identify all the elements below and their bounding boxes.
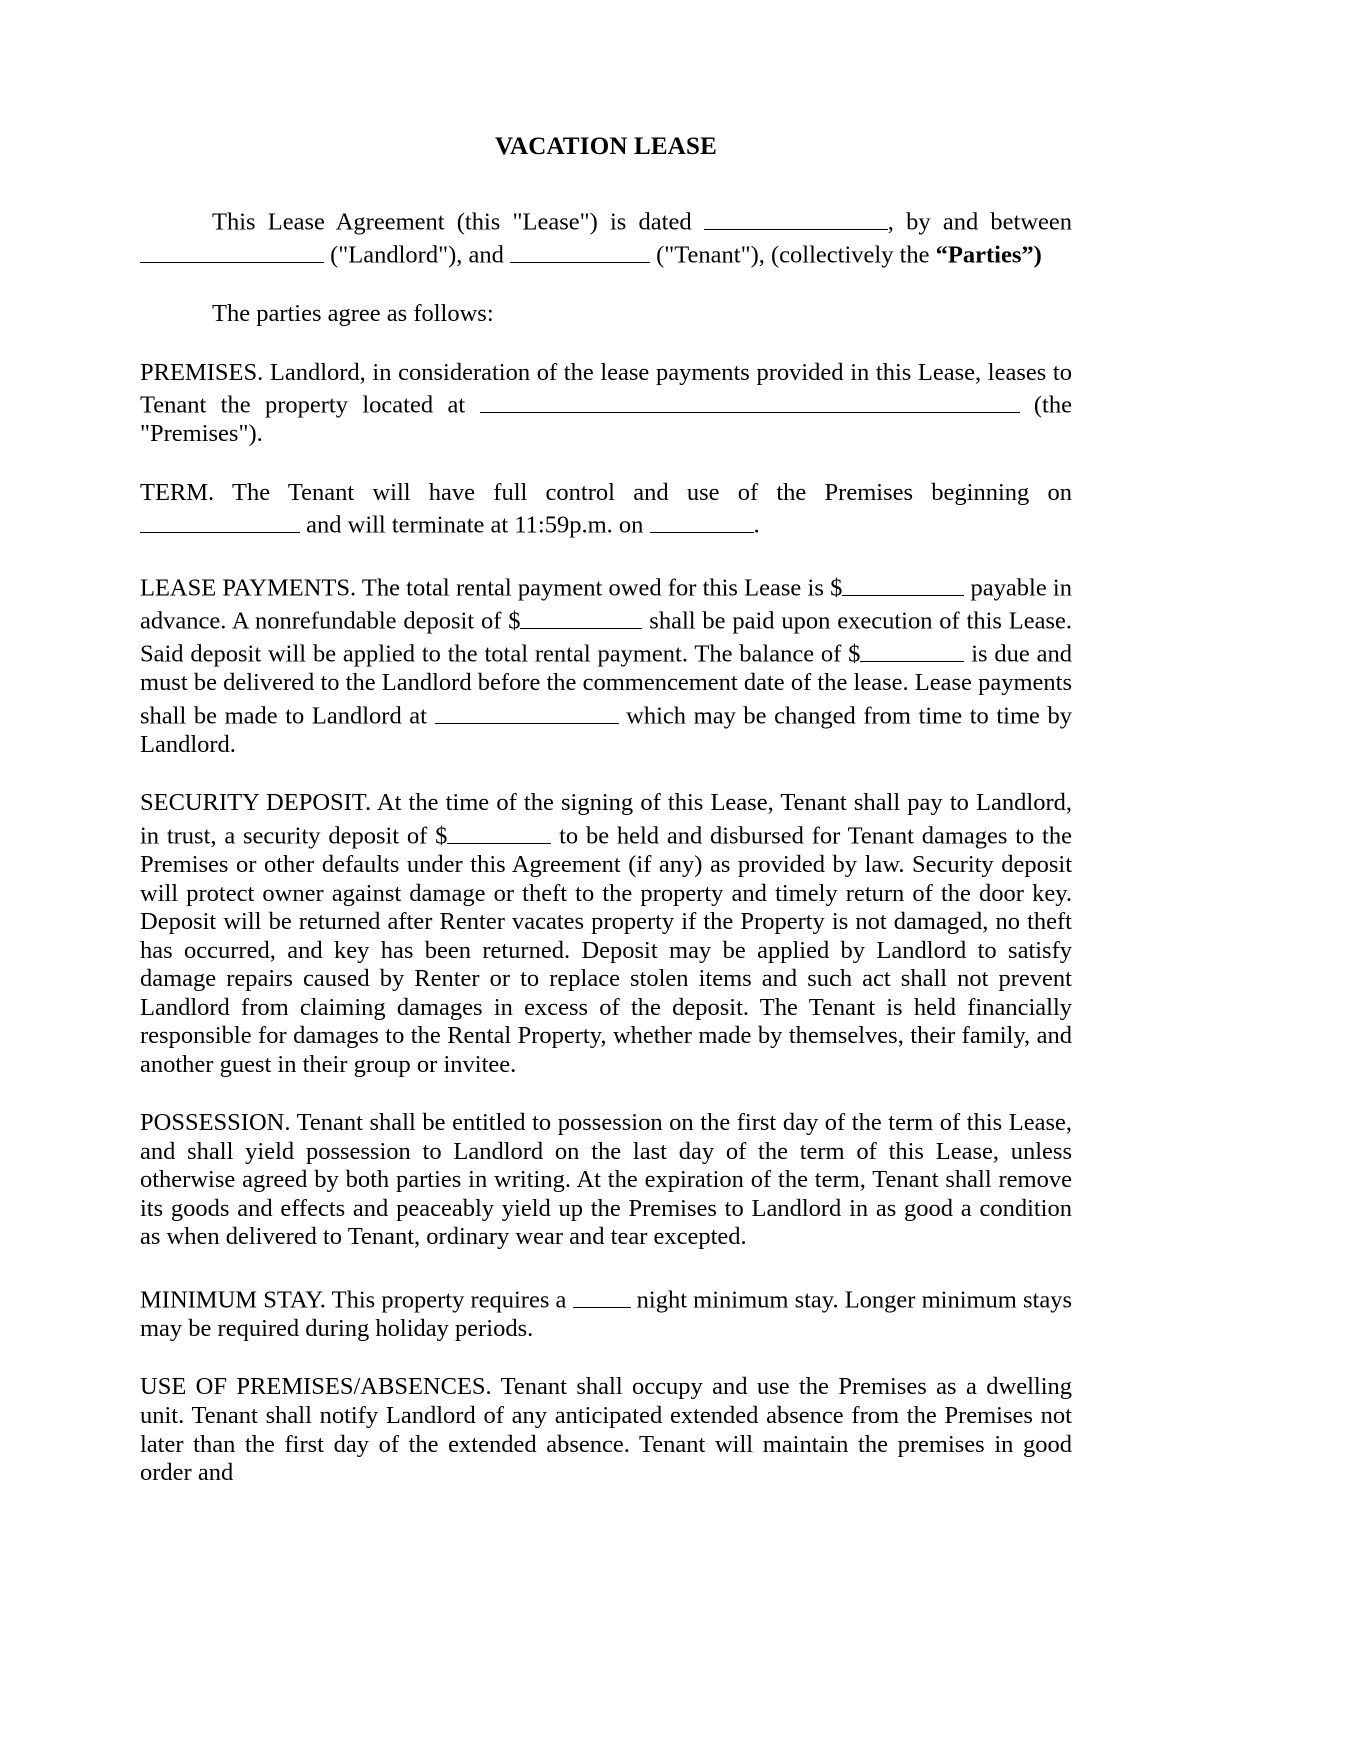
section-lease-payments bbox=[140, 570, 1072, 759]
term-text-1: The Tenant will have full control and use of the Premises beginning on bbox=[214, 478, 1072, 506]
use-of-premises-text-1: Tenant shall occupy and use the Premises as a dwelling unit. Tenant shall notify Landlord of any anticipated extended absence from the Premises not later than the first day of the extended absence. Tenant will maintain the premises in good order and bbox=[140, 1373, 1072, 1487]
security-deposit-amount-blank[interactable] bbox=[447, 818, 551, 844]
lease-payments-text-5: which may be changed from time to time by Landlord. bbox=[140, 702, 1073, 758]
term-heading: TERM. bbox=[140, 478, 215, 506]
total-rental-payment-blank[interactable] bbox=[842, 570, 964, 596]
intro-text-4: ("Tenant"), (collectively the bbox=[650, 241, 936, 269]
minimum-stay-text-2: night minimum stay. Longer minimum stays may be required during holiday periods. bbox=[140, 1286, 1073, 1342]
date-blank[interactable] bbox=[704, 204, 888, 230]
security-deposit-text-1: At the time of the signing of this Lease, Tenant shall pay to Landlord, in trust, a security deposit of $ bbox=[140, 789, 1072, 850]
lease-payments-text-3: shall be paid upon execution of this Lease. Said deposit will be applied to the total rental payment. The balance of $ bbox=[140, 607, 1073, 668]
lease-payments-text-2: payable in advance. A nonrefundable deposit of $ bbox=[140, 574, 1072, 635]
section-use-of-premises bbox=[140, 1373, 1072, 1487]
lease-payments-text-4: is due and must be delivered to the Landlord before the commencement date of the lease. Lease payments shall be made to Landlord at bbox=[140, 640, 1072, 730]
section-minimum-stay bbox=[140, 1282, 1072, 1344]
security-deposit-text-2: to be held and disbursed for Tenant damages to the Premises or other defaults under this Agreement (if any) as provided by law. Security deposit will protect owner against damage or theft to the property and timely return of the door key. Deposit will be returned after Renter vacates property if the Property is not damaged, no theft has occurred, and key has been returned. Deposit may be applied by Landlord to satisfy damage repairs caused by Renter or to replace stolen items and such act shall not prevent Landlord from claiming damages in excess of the deposit. The Tenant is held financially responsible for damages to the Rental Property, whether made by themselves, their family, and another guest in their group or invitee. bbox=[140, 822, 1072, 1078]
section-term bbox=[140, 479, 1072, 541]
possession-heading: POSSESSION. bbox=[140, 1109, 291, 1137]
section-security-deposit bbox=[140, 789, 1072, 1079]
term-text-2: and will terminate at 11:59p.m. on bbox=[300, 511, 650, 539]
landlord-name-blank[interactable] bbox=[140, 237, 324, 263]
page-title: VACATION LEASE bbox=[494, 133, 718, 160]
lease-payments-text-1: The total rental payment owed for this Lease is $ bbox=[356, 574, 843, 602]
premises-heading: PREMISES. bbox=[140, 358, 264, 386]
use-of-premises-heading: USE OF PREMISES/ABSENCES. bbox=[140, 1373, 492, 1401]
security-deposit-heading: SECURITY DEPOSIT. bbox=[140, 789, 372, 817]
term-text-3: . bbox=[753, 511, 760, 539]
premises-text-1: Landlord, in consideration of the lease payments provided in this Lease, leases to Tenant the property located at bbox=[140, 358, 1072, 419]
balance-blank[interactable] bbox=[860, 636, 964, 662]
agree-paragraph: The parties agree as follows: bbox=[212, 300, 494, 328]
minimum-stay-heading: MINIMUM STAY. bbox=[140, 1286, 326, 1314]
lease-payments-heading: LEASE PAYMENTS. bbox=[140, 574, 357, 602]
term-start-date-blank[interactable] bbox=[140, 507, 300, 533]
term-end-date-blank[interactable] bbox=[650, 507, 754, 533]
parties-defined-term: “Parties”) bbox=[935, 241, 1042, 269]
intro-text-3: ("Landlord"), and bbox=[324, 241, 510, 269]
intro-text-2: , by and between bbox=[887, 208, 1073, 236]
premises-address-blank[interactable] bbox=[480, 387, 1020, 413]
intro-paragraph bbox=[140, 204, 1072, 270]
document-body bbox=[140, 132, 1072, 1488]
section-possession bbox=[140, 1109, 1072, 1252]
payment-address-blank[interactable] bbox=[435, 698, 619, 724]
tenant-name-blank[interactable] bbox=[510, 237, 650, 263]
possession-text-1: Tenant shall be entitled to possession on the first day of the term of this Lease, and shall yield possession to Landlord on the last day of the term of this Lease, unless otherwise agreed by both parties in writing. At the expiration of the term, Tenant shall remove its goods and effects and peaceably yield up the Premises to Landlord in as good a condition as when delivered to Tenant, ordinary wear and tear excepted. bbox=[140, 1109, 1072, 1251]
section-premises bbox=[140, 359, 1072, 449]
nonrefundable-deposit-blank[interactable] bbox=[520, 603, 642, 629]
minimum-stay-text-1: This property requires a bbox=[325, 1286, 573, 1314]
intro-text-1: This Lease Agreement (this "Lease") is dated bbox=[212, 208, 704, 236]
premises-text-2: (the "Premises"). bbox=[140, 391, 1072, 448]
minimum-nights-blank[interactable] bbox=[573, 1282, 631, 1308]
